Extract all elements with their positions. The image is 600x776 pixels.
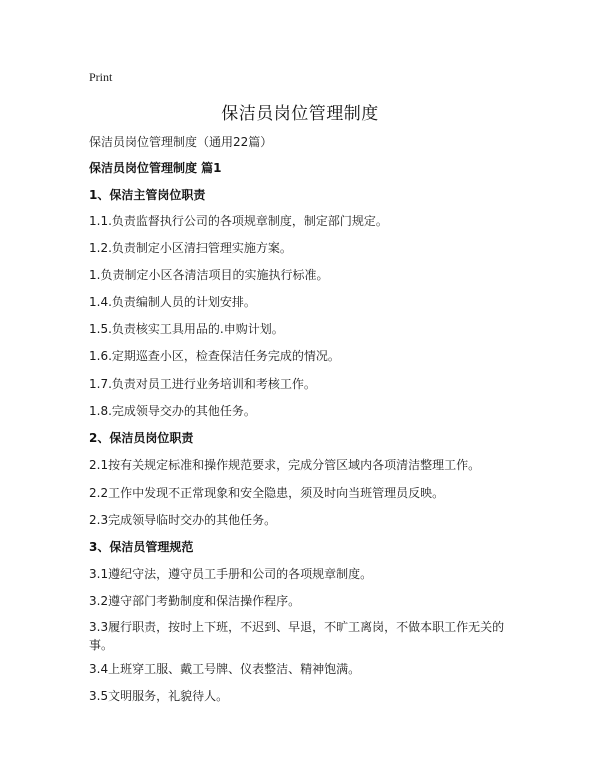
list-item: 2.2工作中发现不正常现象和安全隐患，须及时向当班管理员反映。	[89, 486, 445, 500]
print-label: Print	[89, 70, 113, 84]
document-subtitle: 保洁员岗位管理制度（通用22篇）	[89, 135, 273, 149]
list-item: 2.1按有关规定标准和操作规范要求，完成分管区域内各项清洁整理工作。	[89, 458, 481, 472]
list-item: 3.2遵守部门考勤制度和保洁操作程序。	[89, 594, 301, 608]
section-heading: 1、保洁主管岗位职责	[89, 188, 206, 202]
list-item: 1.8.完成领导交办的其他任务。	[89, 404, 256, 418]
list-item: 1.7.负责对员工进行业务培训和考核工作。	[89, 377, 316, 391]
section-heading: 2、保洁员岗位职责	[89, 431, 194, 445]
list-item: 3.4上班穿工服、戴工号牌、仪表整洁、精神饱满。	[89, 662, 361, 676]
section-heading: 3、保洁员管理规范	[89, 540, 194, 554]
document-title: 保洁员岗位管理制度	[221, 104, 379, 124]
part-heading: 保洁员岗位管理制度 篇1	[89, 161, 222, 175]
list-item: 1.5.负责核实工具用品的.申购计划。	[89, 322, 284, 336]
list-item: 1.1.负责监督执行公司的各项规章制度，制定部门规定。	[89, 214, 388, 228]
list-item: 1.4.负责编制人员的计划安排。	[89, 295, 256, 309]
list-item: 3.3履行职责，按时上下班，不迟到、早退，不旷工离岗，不做本职工作无关的事。	[89, 620, 505, 652]
list-item: 1.负责制定小区各清洁项目的实施执行标准。	[89, 268, 329, 282]
list-item: 3.5文明服务，礼貌待人。	[89, 689, 229, 703]
list-item: 1.2.负责制定小区清扫管理实施方案。	[89, 241, 292, 255]
list-item: 3.1遵纪守法，遵守员工手册和公司的各项规章制度。	[89, 567, 373, 581]
list-item: 1.6.定期巡查小区，检查保洁任务完成的情况。	[89, 349, 340, 363]
list-item: 2.3完成领导临时交办的其他任务。	[89, 513, 277, 527]
